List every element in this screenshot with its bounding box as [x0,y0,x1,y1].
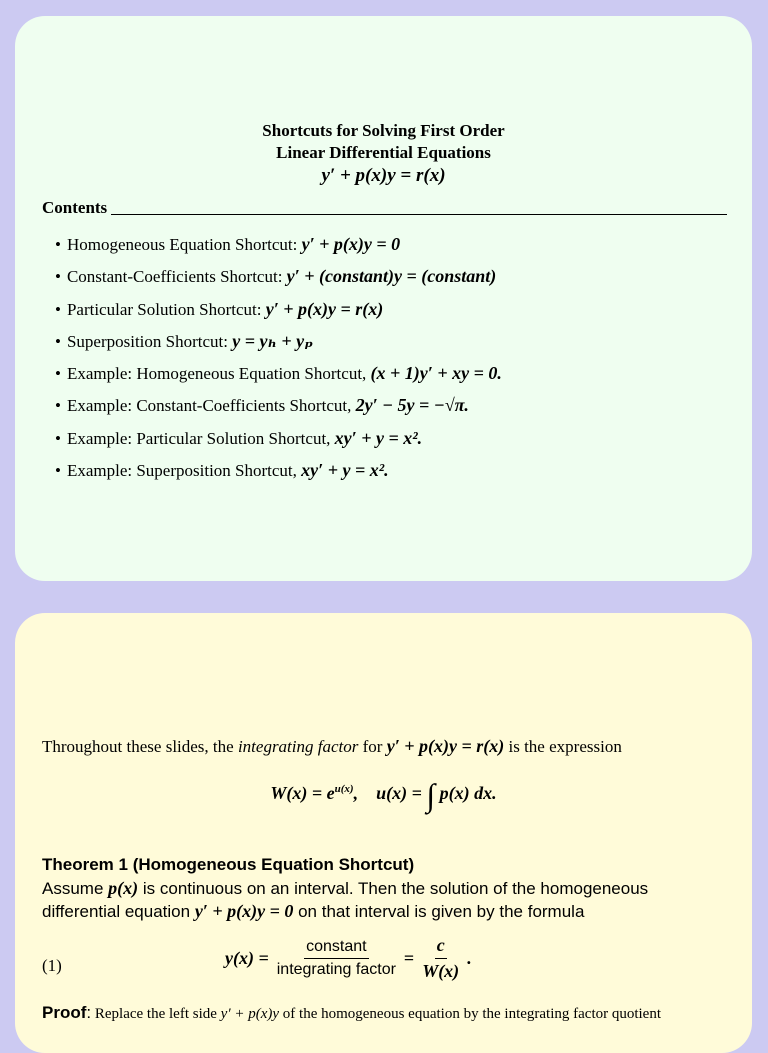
bullet-icon: • [55,396,61,416]
fraction-c-over-w: $\frac{c}{W(x)}$ [422,935,460,981]
title-equation: y′ + p(x)y = r(x) [321,165,446,186]
bullet-icon: • [55,428,61,448]
toc-item-example-superposition[interactable]: • Example: Superposition Shortcut, xy′ + y = x². [55,460,389,481]
contents-divider [111,214,727,215]
fraction-constant-over-factor: $\frac{\text{constant}}{\text{integrating factor}}$ [276,938,396,978]
theorem-heading: Theorem 1 (Homogeneous Equation Shortcut) [42,855,415,874]
toc-item-constant-coefficients[interactable]: • Constant-Coefficients Shortcut: y′ + (constant)y = (constant) [55,266,497,287]
proof-paragraph: Proof: Replace the left side y′ + p(x)y of the homogeneous equation by the integrating factor quotient [42,1003,662,1022]
bullet-icon: • [55,267,61,287]
homogeneous-formula: y(x) = $\frac{\text{constant}}{\text{integrating factor}}$ = $\frac{c}{W(x)}$ . [225,935,472,981]
contents-list [55,230,502,488]
title-line-2: Linear Differential Equations [276,143,491,162]
equation-number: (1) [42,956,62,975]
bullet-icon: • [55,299,61,319]
toc-item-example-homogeneous[interactable]: • Example: Homogeneous Equation Shortcut, (x + 1)y′ + xy = 0. [55,363,502,384]
toc-item-superposition[interactable]: • Superposition Shortcut: y = yₕ + yₚ [55,330,314,351]
proof-label: Proof [42,1003,87,1022]
integrating-factor-intro: Throughout these slides, the integrating factor for y′ + p(x)y = r(x) is the expression [42,736,622,756]
toc-item-example-particular-solution[interactable]: • Example: Particular Solution Shortcut, xy′ + y = x². [55,427,423,448]
bullet-icon: • [55,331,61,351]
integrating-factor-term: integrating factor [237,737,359,756]
slide-homogeneous-shortcut [15,613,752,1053]
bullet-icon: • [55,235,61,254]
contents-header [42,198,727,218]
bullet-icon: • [55,461,61,481]
title-line-1: Shortcuts for Solving First Order [262,121,505,140]
slide-title [15,120,752,187]
toc-item-example-constant-coefficients[interactable]: • Example: Constant-Coefficients Shortcut, 2y′ − 5y = −√π. [55,395,469,416]
contents-label: Contents [42,198,108,217]
toc-item-homogeneous[interactable]: • Homogeneous Equation Shortcut: y′ + p(x)y = 0 [55,234,401,254]
integrating-factor-definition: $W(x) = e^{u(x)}$, u(x) = ∫ p(x) dx. [270,777,497,813]
integral-sign: ∫ [426,777,436,813]
toc-item-particular-solution[interactable]: • Particular Solution Shortcut: y′ + p(x)y = r(x) [55,298,384,319]
slide-contents [15,16,752,581]
theorem-statement: Assume p(x) is continuous on an interval. Then the solution of the homogeneous differential equation y′ + p(x)y = 0 on that interval is given by the formula [42,878,649,921]
bullet-icon: • [55,364,61,384]
